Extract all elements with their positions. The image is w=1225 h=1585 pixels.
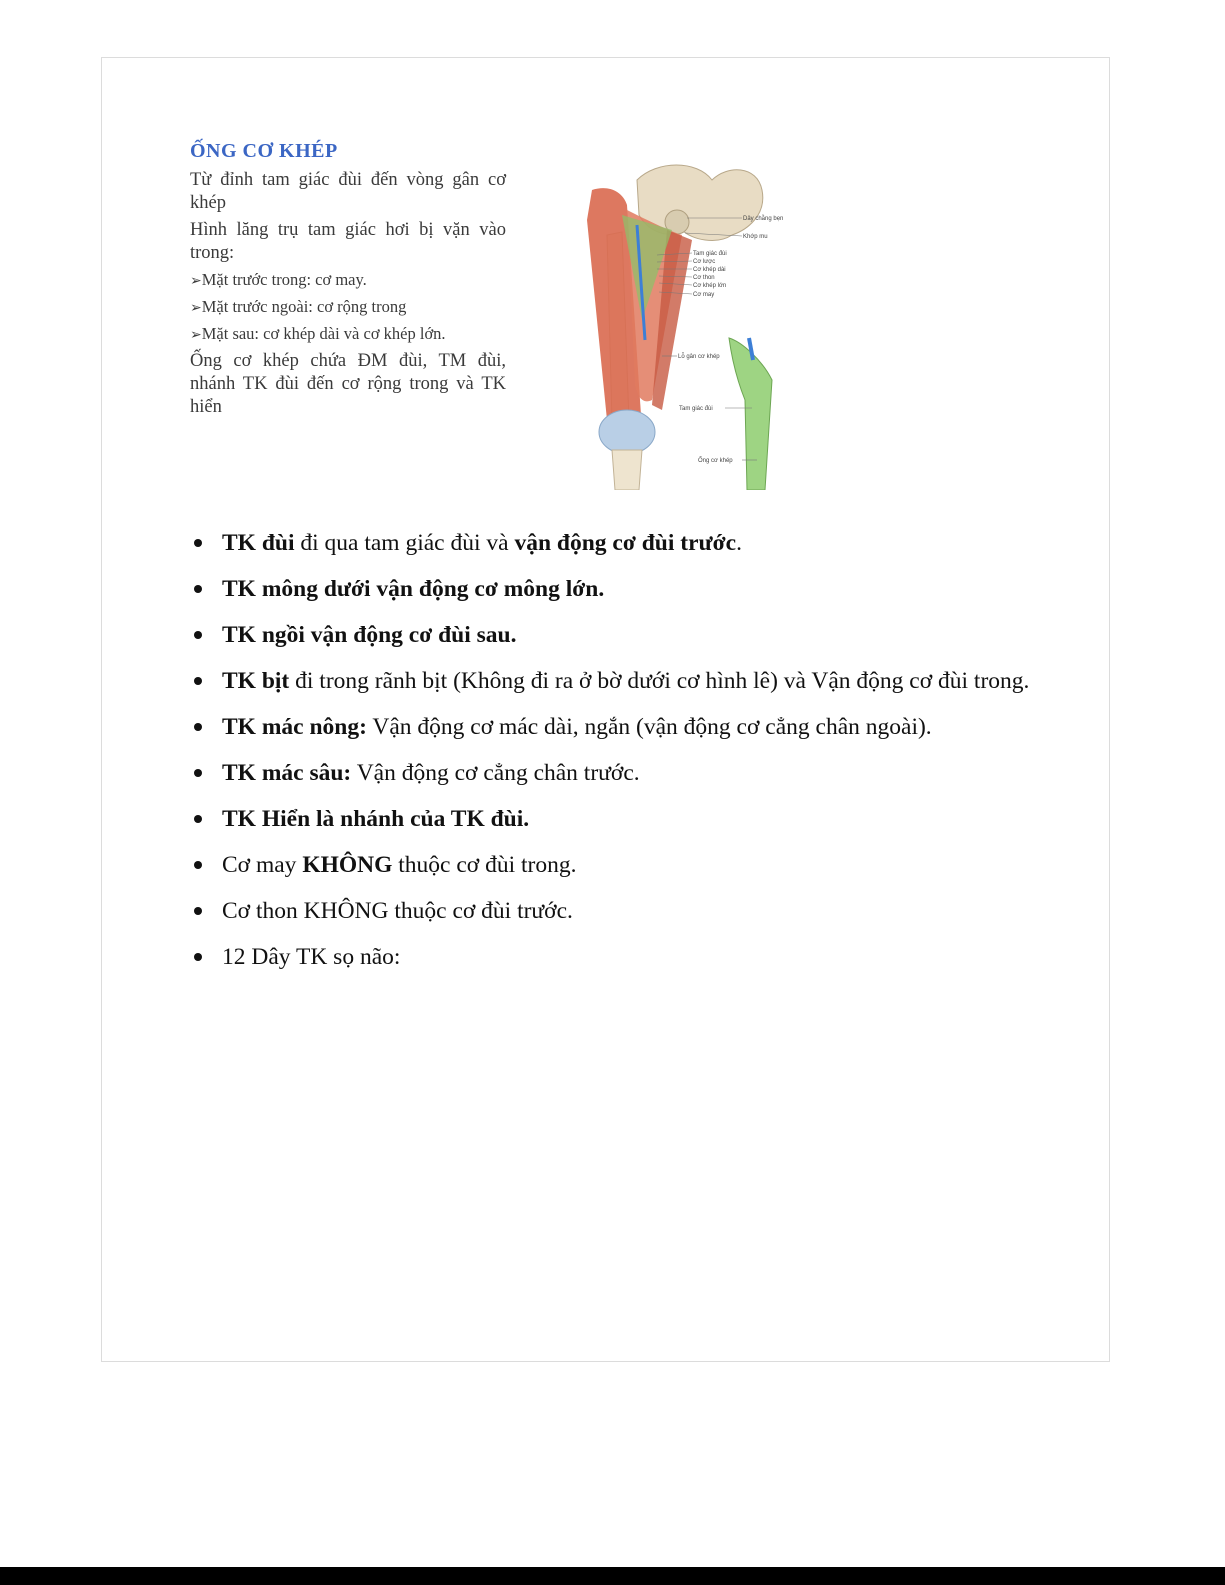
arrow-bullet-icon: ➢ [190,301,202,316]
figure-sub-2: ➢Mặt trước ngoài: cơ rộng trong [190,297,407,316]
anatomy-label-8: Cơ may [693,292,715,298]
adductor-canal-inset-shape [729,338,772,490]
arrow-bullet-icon: ➢ [190,328,202,343]
tibia-shape [612,450,642,490]
figure-text [190,140,506,423]
list-item: TK mác sâu: Vận động cơ cẳng chân trước. [222,750,1102,796]
anatomy-label-11: Ống cơ khép [698,458,733,464]
anatomy-label-9: Lỗ gân cơ khép [678,354,720,360]
figure-para-3: Ống cơ khép chứa ĐM đùi, TM đùi, nhánh TK đùi đến cơ rộng trong và TK hiển [190,351,506,417]
anatomy-label-10: Tam giác đùi [679,406,713,412]
anatomy-label-7: Cơ khép lớn [693,283,727,289]
notes-list [222,520,1102,980]
figure-sub-1: ➢Mặt trước trong: cơ may. [190,270,367,289]
thigh-anatomy-illustration [567,160,817,490]
list-item: TK mông dưới vận động cơ mông lớn. [222,566,1102,612]
anatomy-label-1: Dây chằng bẹn [743,216,784,222]
list-item: 12 Dây TK sọ não: [222,934,1102,980]
anatomy-label-2: Khớp mu [743,234,768,240]
anatomy-label-3: Tam giác đùi [693,251,727,257]
list-item: TK Hiển là nhánh của TK đùi. [222,796,1102,842]
adductor-canal-figure [182,130,842,500]
figure-title: ỐNG CƠ KHÉP [190,140,338,162]
knee-shape [599,410,655,454]
figure-sub-3: ➢Mặt sau: cơ khép dài và cơ khép lớn. [190,324,446,343]
list-item: TK mác nông: Vận động cơ mác dài, ngắn (vận động cơ cẳng chân ngoài). [222,704,1102,750]
list-item: TK đùi đi qua tam giác đùi và vận động cơ đùi trước. [222,520,1102,566]
document-page [101,57,1110,1362]
list-item: TK bịt đi trong rãnh bịt (Không đi ra ở bờ dưới cơ hình lê) và Vận động cơ đùi trong. [222,658,1102,704]
arrow-bullet-icon: ➢ [190,274,202,289]
list-item: Cơ thon KHÔNG thuộc cơ đùi trước. [222,888,1102,934]
anatomy-label-5: Cơ khép dài [693,267,726,273]
list-item: Cơ may KHÔNG thuộc cơ đùi trong. [222,842,1102,888]
figure-para-2: Hình lăng trụ tam giác hơi bị vặn vào trong: [190,220,506,263]
bottom-edge-bar [0,1567,1225,1585]
anatomy-label-4: Cơ lược [693,259,716,265]
list-item: TK ngồi vận động cơ đùi sau. [222,612,1102,658]
figure-para-1: Từ đỉnh tam giác đùi đến vòng gân cơ khép [190,170,506,213]
anatomy-label-6: Cơ thon [693,275,715,281]
